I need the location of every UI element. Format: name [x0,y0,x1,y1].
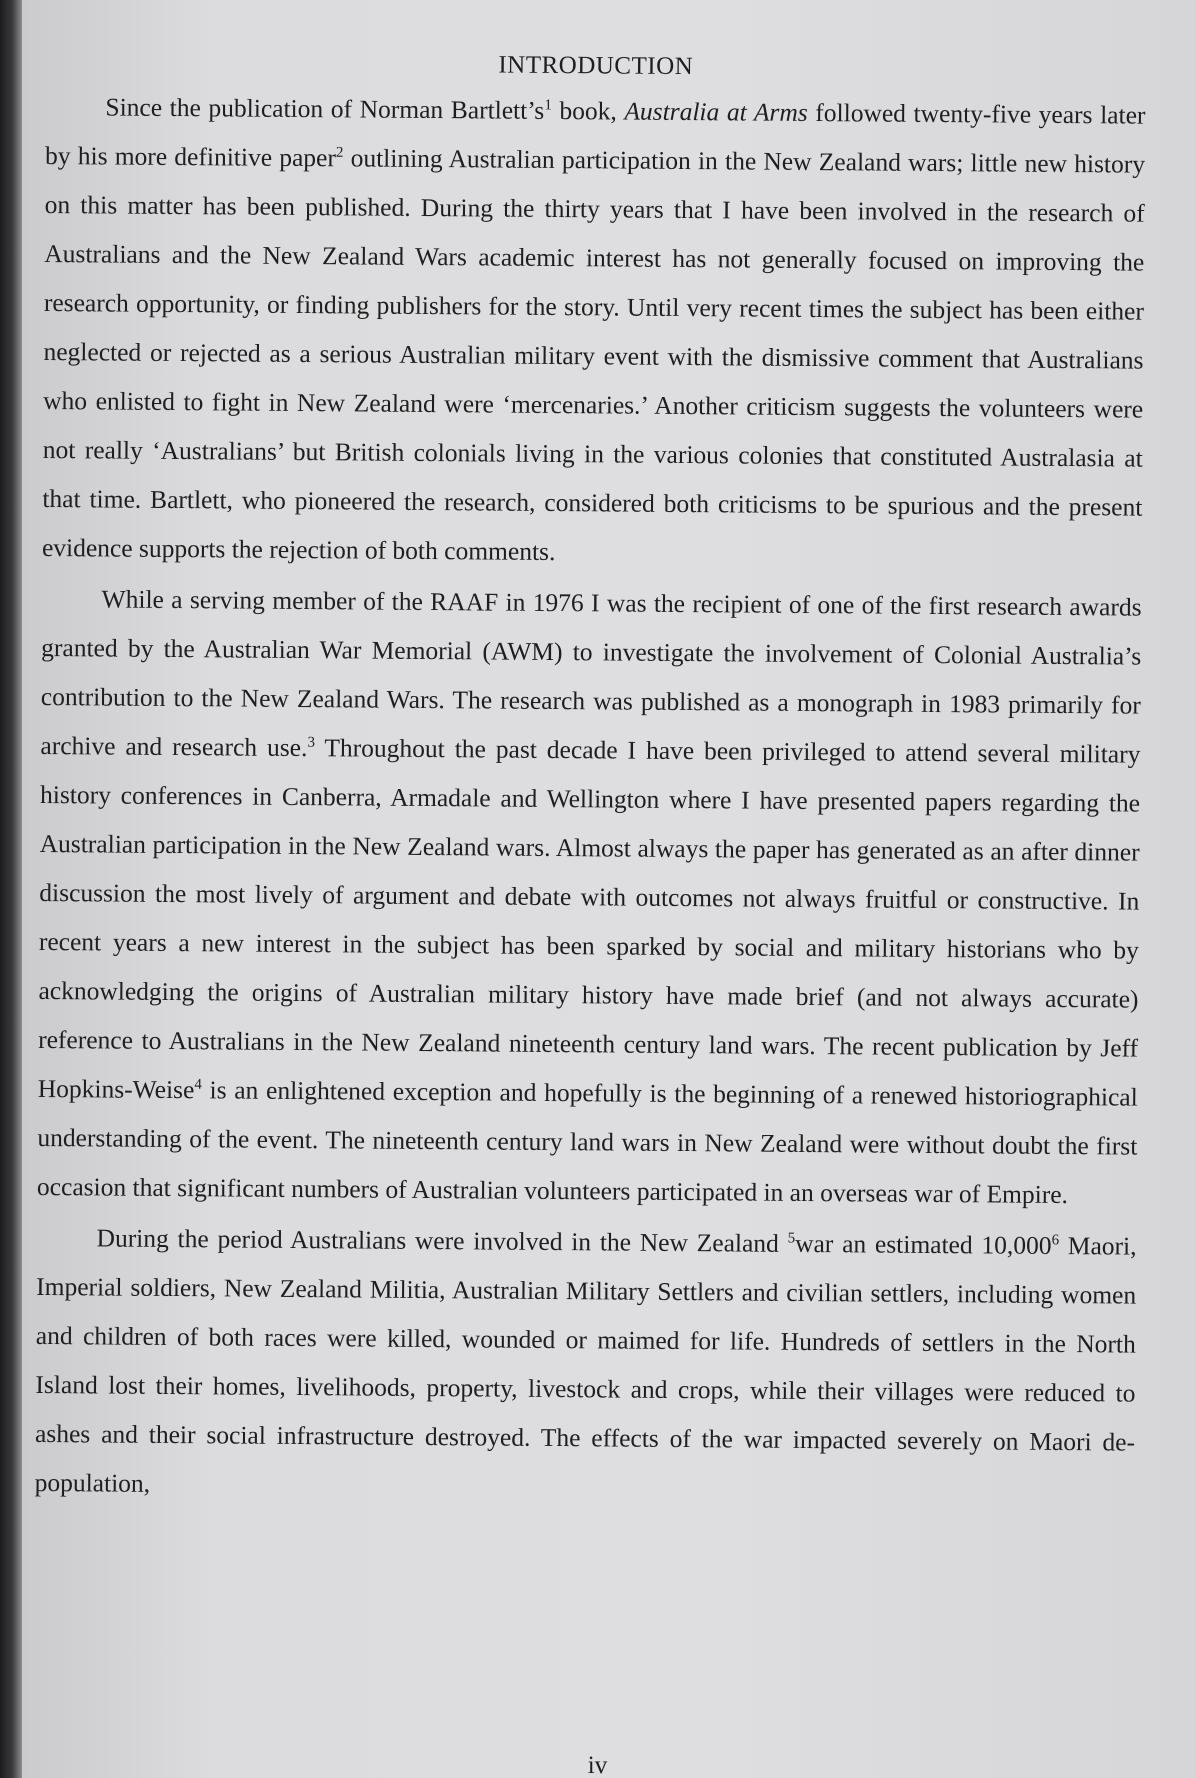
book-title-italic: Australia at Arms [624,96,808,127]
footnote-ref-2: 2 [335,144,344,161]
paragraph-2 [37,574,1142,1220]
footnote-ref-3: 3 [307,734,316,751]
footnote-ref-6: 6 [1051,1232,1060,1249]
text-run: Maori, Imperial soldiers, New Zealand Militia, Australian Military Settlers and civilian settlers, including women and children of both races were killed, wounded or maimed for life. Hundreds of settlers in the North Island lost their homes, livelihoods, property, livestock and crops, while their villages were reduced to ashes and their social infrastructure destroyed. The effects of the war impacted severely on Maori de-population, [34,1230,1137,1498]
text-run: Since the publication of Norman Bartlett’s [105,92,545,125]
text-run: war an estimated 10,000 [795,1228,1052,1260]
page-content [34,40,1146,1518]
page-number: iv [587,1752,608,1778]
footnote-ref-1: 1 [544,97,552,114]
footnote-ref-5: 5 [787,1230,796,1247]
text-run: During the period Australians were involved in the New Zealand [96,1223,788,1258]
chapter-heading: INTRODUCTION [498,51,694,81]
text-run: Throughout the past decade I have been privileged to attend several military history conferences in Canberra, Armadale and Wellington where I have presented papers regarding the Australian participation in the New Zealand wars. Almost always the paper has generated as an after dinner discussion the most lively of argument and debate with outcomes not always fruitful or constructive. In recent years a new interest in the subject has been sparked by social and military historians who by acknowledging the origins of Australian military history have made brief (and not always accurate) reference to Australians in the New Zealand nineteenth century land wars. The recent publication by Jeff Hopkins-Weise [37,733,1141,1105]
paragraph-3 [34,1213,1136,1516]
text-run: While a serving member of the RAAF in 1976 I was the recipient of one of the first research awards granted by the Australian War Memorial (AWM) to investigate the involvement of Colonial Australia’s contribution to the New Zealand Wars. The research was published as a monograph in 1983 primarily for archive and research use. [40,584,1142,763]
text-run: outlining Australian participation in the New Zealand wars; little new history on this matter has been published. During the thirty years that I have been involved in the research of Australians and the New Zealand Wars academic interest has not generally focused on improving the research opportunity, or finding publishers for the story. Until very recent times the subject has been either neglected or rejected as a serious Australian military event with the dismissive comment that Australians who enlisted to fight in New Zealand were ‘mercenaries.’ Another criticism suggests the volunteers were not really ‘Australians’ but British colonials living in the various colonies that constituted Australasia at that time. Bartlett, who pioneered the research, considered both criticisms to be spurious and the present evidence supports the rejection of both comments. [41,143,1146,567]
footnote-ref-4: 4 [194,1076,202,1093]
paragraph-1 [42,82,1146,581]
text-run: is an enlightened exception and hopefully is the beginning of a renewed historiographical understanding of the event. The nineteenth century land wars in New Zealand were without doubt the first occasion that significant numbers of Australian volunteers participated in an overseas war of Empire. [36,1075,1138,1210]
book-spine-shadow [0,0,22,1778]
text-run: followed twenty-five years later by his more definitive paper [44,97,1146,173]
text-run: book, [551,95,625,126]
